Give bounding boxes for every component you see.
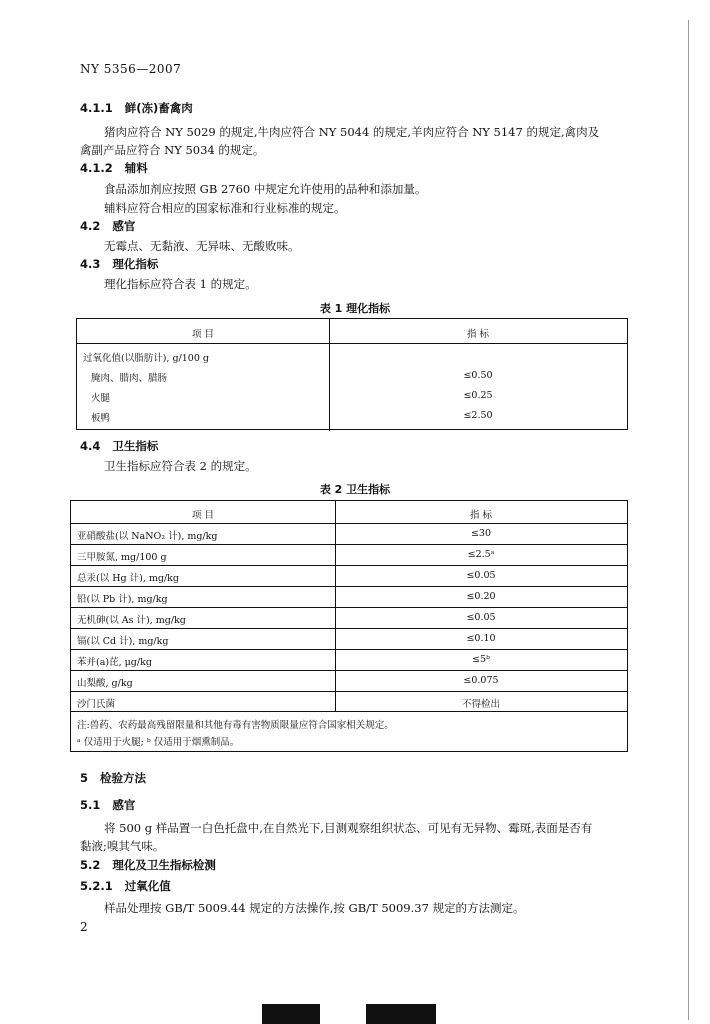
- standard-number: NY 5356—2007: [80, 62, 182, 76]
- row-value: ≤2.5ᵃ: [467, 549, 495, 560]
- paragraph: 禽副产品应符合 NY 5034 的规定。: [80, 143, 265, 157]
- section-5-2-1-heading: [80, 878, 171, 894]
- row-item: 苯并(a)芘, μg/kg: [77, 657, 152, 668]
- section-number: 4.2: [80, 219, 101, 233]
- row-value: ≤0.50: [463, 370, 493, 381]
- row-item: 铅(以 Pb 计), mg/kg: [77, 594, 168, 605]
- paragraph: 将 500 g 样品置一白色托盘中,在自然光下,目测观察组织状态、可见有无异物、霉斑,表面是否有: [104, 821, 593, 835]
- row-value: ≤0.10: [466, 633, 496, 644]
- section-number: 5.1: [80, 798, 101, 812]
- section-number: 5.2.1: [80, 879, 113, 893]
- section-title: 过氧化值: [124, 879, 171, 893]
- row-item: 火腿: [91, 393, 111, 404]
- section-title: 鲜(冻)畜禽肉: [124, 101, 193, 115]
- paragraph: 食品添加剂应按照 GB 2760 中规定允许使用的品种和添加量。: [104, 182, 427, 196]
- section-number: 5.2: [80, 858, 101, 872]
- row-value: ≤30: [470, 528, 492, 539]
- header-item: 项 目: [191, 510, 215, 521]
- section-4-2-heading: [80, 218, 135, 234]
- section-4-1-2-heading: [80, 160, 148, 176]
- row-item: 无机砷(以 As 计), mg/kg: [77, 615, 186, 626]
- section-5-heading: [80, 770, 146, 786]
- section-4-1-1-heading: [80, 100, 193, 116]
- row-value: ≤0.25: [463, 390, 493, 401]
- note-text: 注:兽药、农药最高残留限量和其他有毒有害物质限量应符合国家相关规定。: [77, 720, 394, 731]
- scan-artifact: [262, 1004, 320, 1024]
- section-number: 4.4: [80, 439, 101, 453]
- section-title: 感官: [112, 219, 136, 233]
- section-4-4-heading: [80, 438, 158, 454]
- row-item: 板鸭: [91, 413, 111, 424]
- header-index: 指 标: [469, 510, 493, 521]
- section-5-2-heading: [80, 857, 216, 873]
- header-index: 指 标: [466, 329, 490, 340]
- section-number: 5: [80, 771, 89, 785]
- table-1-caption: 表 1 理化指标: [319, 302, 391, 315]
- row-value: ≤0.20: [466, 591, 496, 602]
- paragraph: 样品处理按 GB/T 5009.44 规定的方法操作,按 GB/T 5009.37 规定的方法测定。: [104, 901, 525, 915]
- scan-artifact: [366, 1004, 436, 1024]
- row-value: 不得检出: [461, 699, 500, 710]
- row-item: 总汞(以 Hg 计), mg/kg: [77, 573, 179, 584]
- row-item: 亚硝酸盐(以 NaNO₂ 计), mg/kg: [77, 531, 218, 542]
- row-item: 过氧化值(以脂肪计), g/100 g: [83, 353, 209, 364]
- section-title: 卫生指标: [112, 439, 159, 453]
- footnote-text: ᵃ 仅适用于火腿; ᵇ 仅适用于烟熏制品。: [77, 737, 240, 748]
- page-number: 2: [80, 920, 88, 934]
- table-1: [76, 318, 628, 430]
- paragraph: 黏液;嗅其气味。: [80, 839, 165, 853]
- row-value: ≤0.05: [466, 570, 496, 581]
- section-number: 4.1.1: [80, 101, 113, 115]
- row-item: 镉(以 Cd 计), mg/kg: [77, 636, 169, 647]
- section-number: 4.1.2: [80, 161, 113, 175]
- row-item: 三甲胺氮, mg/100 g: [77, 552, 167, 563]
- section-number: 4.3: [80, 257, 101, 271]
- table-2-caption: 表 2 卫生指标: [319, 483, 391, 496]
- row-value: ≤2.50: [463, 410, 493, 421]
- paragraph: 卫生指标应符合表 2 的规定。: [104, 459, 257, 473]
- row-item: 沙门氏菌: [77, 699, 116, 710]
- paragraph: 无霉点、无黏液、无异味、无酸败味。: [104, 239, 300, 253]
- section-4-3-heading: [80, 256, 158, 272]
- section-title: 检验方法: [100, 771, 147, 785]
- header-item: 项 目: [191, 329, 215, 340]
- paragraph: 猪肉应符合 NY 5029 的规定,牛肉应符合 NY 5044 的规定,羊肉应符合 NY 5147 的规定,禽肉及: [104, 125, 600, 139]
- page-edge-line: [688, 20, 689, 1020]
- row-value: ≤0.05: [466, 612, 496, 623]
- row-item: 腌肉、腊肉、腊肠: [91, 373, 168, 384]
- section-title: 理化指标: [112, 257, 159, 271]
- paragraph: 辅料应符合相应的国家标准和行业标准的规定。: [104, 201, 346, 215]
- section-title: 辅料: [124, 161, 148, 175]
- paragraph: 理化指标应符合表 1 的规定。: [104, 277, 257, 291]
- section-title: 感官: [112, 798, 136, 812]
- table-2: [70, 500, 628, 752]
- section-5-1-heading: [80, 797, 135, 813]
- row-item: 山梨酸, g/kg: [77, 678, 133, 689]
- row-value: ≤0.075: [463, 675, 499, 686]
- section-title: 理化及卫生指标检测: [112, 858, 216, 872]
- row-value: ≤5ᵇ: [472, 654, 490, 665]
